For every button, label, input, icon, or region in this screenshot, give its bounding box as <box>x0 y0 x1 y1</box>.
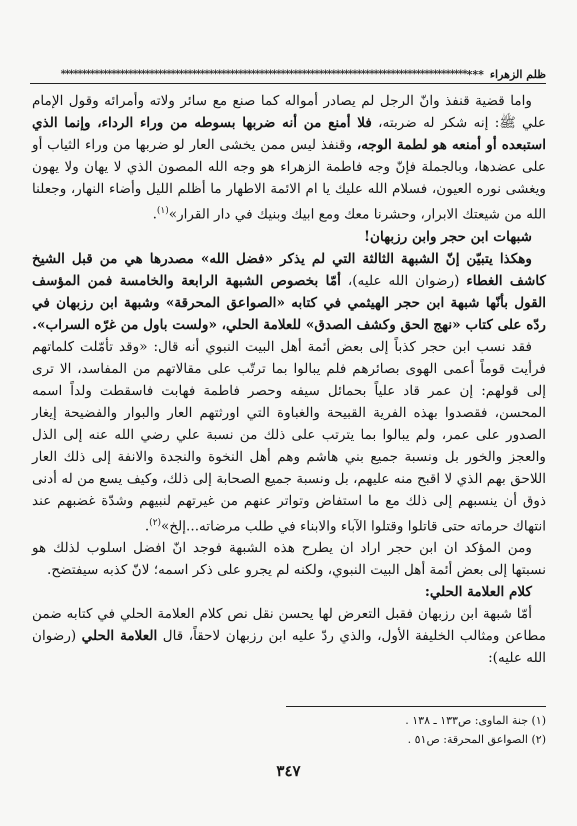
text-segment: (رضوان الله عليه)، <box>340 272 467 289</box>
paragraph <box>32 581 546 603</box>
paragraph <box>32 90 546 226</box>
text-segment: ومن المؤكد ان ابن حجر اراد ان يطرح هذه الشبهة فوجد انّ افضل اسلوب لذلك هو نسبتها إلى بعض أئمة أهل البيت النبوي، ولكنه لم يجرو على ذكر اسمه؛ لانّ كذبه سيفتضح. <box>32 540 546 579</box>
text-segment: فلا أمنع من أنه ضربها بسوطه من وراء الرداء، وإنما الذي استبعده أو أمنعه هو لطمة الوجه، <box>32 115 546 153</box>
text-segment: . <box>144 518 150 535</box>
text-segment: (رضوان الله عليه): <box>32 628 546 667</box>
text-segment: كلام العلامة الحلي: <box>424 584 532 601</box>
page-body <box>32 90 546 669</box>
text-segment: شبهات ابن حجر وابن رزبهان! <box>364 228 532 245</box>
running-header <box>30 66 546 82</box>
text-segment: أمّا شبهة ابن رزبهان فقبل التعرض لها يحسن نقل نص كلام العلامة الحلي في كتابه ضمن مطاعن ومثالب الخليفة الأول، والذي ردّ عليه ابن رزبهان لاحقاً، قال <box>32 606 546 645</box>
text-segment: واما قضية قنفذ وانّ الرجل لم يصادر أمواله كما صنع مع سائر ولاته وأمرائه وقول الإمام علي ﷺ: إنه شكر له ضربته، <box>32 93 547 131</box>
text-segment: العلامة الحلي <box>81 628 158 645</box>
footnote-marker: (١) <box>156 206 169 216</box>
footnote-1: (١) جنة الماوى: ص١٣٣ ـ ١٣٨ . <box>405 714 546 727</box>
header-stars: ************************************************************************************************ <box>60 68 467 80</box>
page-number: ٣٤٧ <box>276 762 301 780</box>
footnote-marker: (٢) <box>149 517 162 528</box>
text-segment: فقد نسب ابن حجر كذباً إلى بعض أئمة أهل البيت النبوي أنه قال: «وقد تأمّلت كلماتهم فرأيت قوماً أعمى الهوى بصائرهم فلم يبالوا بما ترتّب على مقالاتهم من المفاسد، الا ترى إلى قولهم: إن عمر قاد علياً بحمائل سيفه وحصر فاطمة فهابت فاسقطت ولداً اسمه المحسن، فقصدوا بهذه الفرية القبيحة والغباوة التي اورثتهم العار والبوار والفضيحة إيغار الصدور على عمر، ولم يبالوا بما يترتب على ذلك من نسبة علي رضي الله عنه إلى الذل والعجز والخور بل ونسبة جميع بني هاشم وهم أهل النخوة والنجدة والانفة إلى ذلك العار اللاحق بهم الذي لا اقبح منه عليهم، بل ونسبة جميع الصحابة إلى ذلك، وكيف يسع من له أدنى ذوق أن ينسبهم إلى ذلك مع ما استفاض وتواتر عنهم من غيرتهم لنبيهم وشدّة غضبهم عند انتهاك حرماته حتى قاتلوا وقتلوا الآباء والابناء في طلب مرضاته...إلخ» <box>32 338 546 535</box>
text-segment: أمّا بخصوص الشبهة الرابعة والخامسة فمن المؤسف القول بأنّها شبهة ابن حجر الهيثمي في كتابه «الصواعق المحرقة» وشبهة ابن رزبهان في ردّه على كتاب «نهج الحق وكشف الصدق» للعلامة الحلي، «ولست باول من غرّه السراب». <box>32 272 546 333</box>
footnote-2: (٢) الصواعق المحرقة: ص٥١ . <box>407 733 546 746</box>
paragraph <box>32 537 546 581</box>
paragraph <box>32 226 546 248</box>
text-segment: وهكذا يتبيّن إنّ الشبهة الثالثة التي لم يذكر «فضل الله» مصدرها هي من قبل الشيخ كاشف الغطاء <box>32 250 546 289</box>
text-segment: وقنفذ ليس ممن يخشى العار لو ضربها من وراء الثياب أو على عضدها، وبالجملة فإنّ وجه فاطمة الزهراء هو وجه الله المصون الذي لا يهان ولا يهون ويغشى نوره العيون، فسلام الله عليك يا ام الائمة الاطهار ما أظلم الليل وأضاء النهار، وجعلنا الله من شيعتك الابرار، وحشرنا معك ومع ابيك وبنيك في دار القرار» <box>32 137 546 223</box>
header-rule <box>30 83 546 84</box>
footnotes <box>32 711 546 749</box>
header-ornament: *** <box>466 67 484 81</box>
paragraph <box>32 248 546 336</box>
paragraph <box>32 336 546 538</box>
paragraph <box>32 603 546 669</box>
book-title: ظلم الزهراء <box>489 67 546 81</box>
footnote-rule <box>286 706 546 707</box>
text-segment: . <box>152 206 157 223</box>
